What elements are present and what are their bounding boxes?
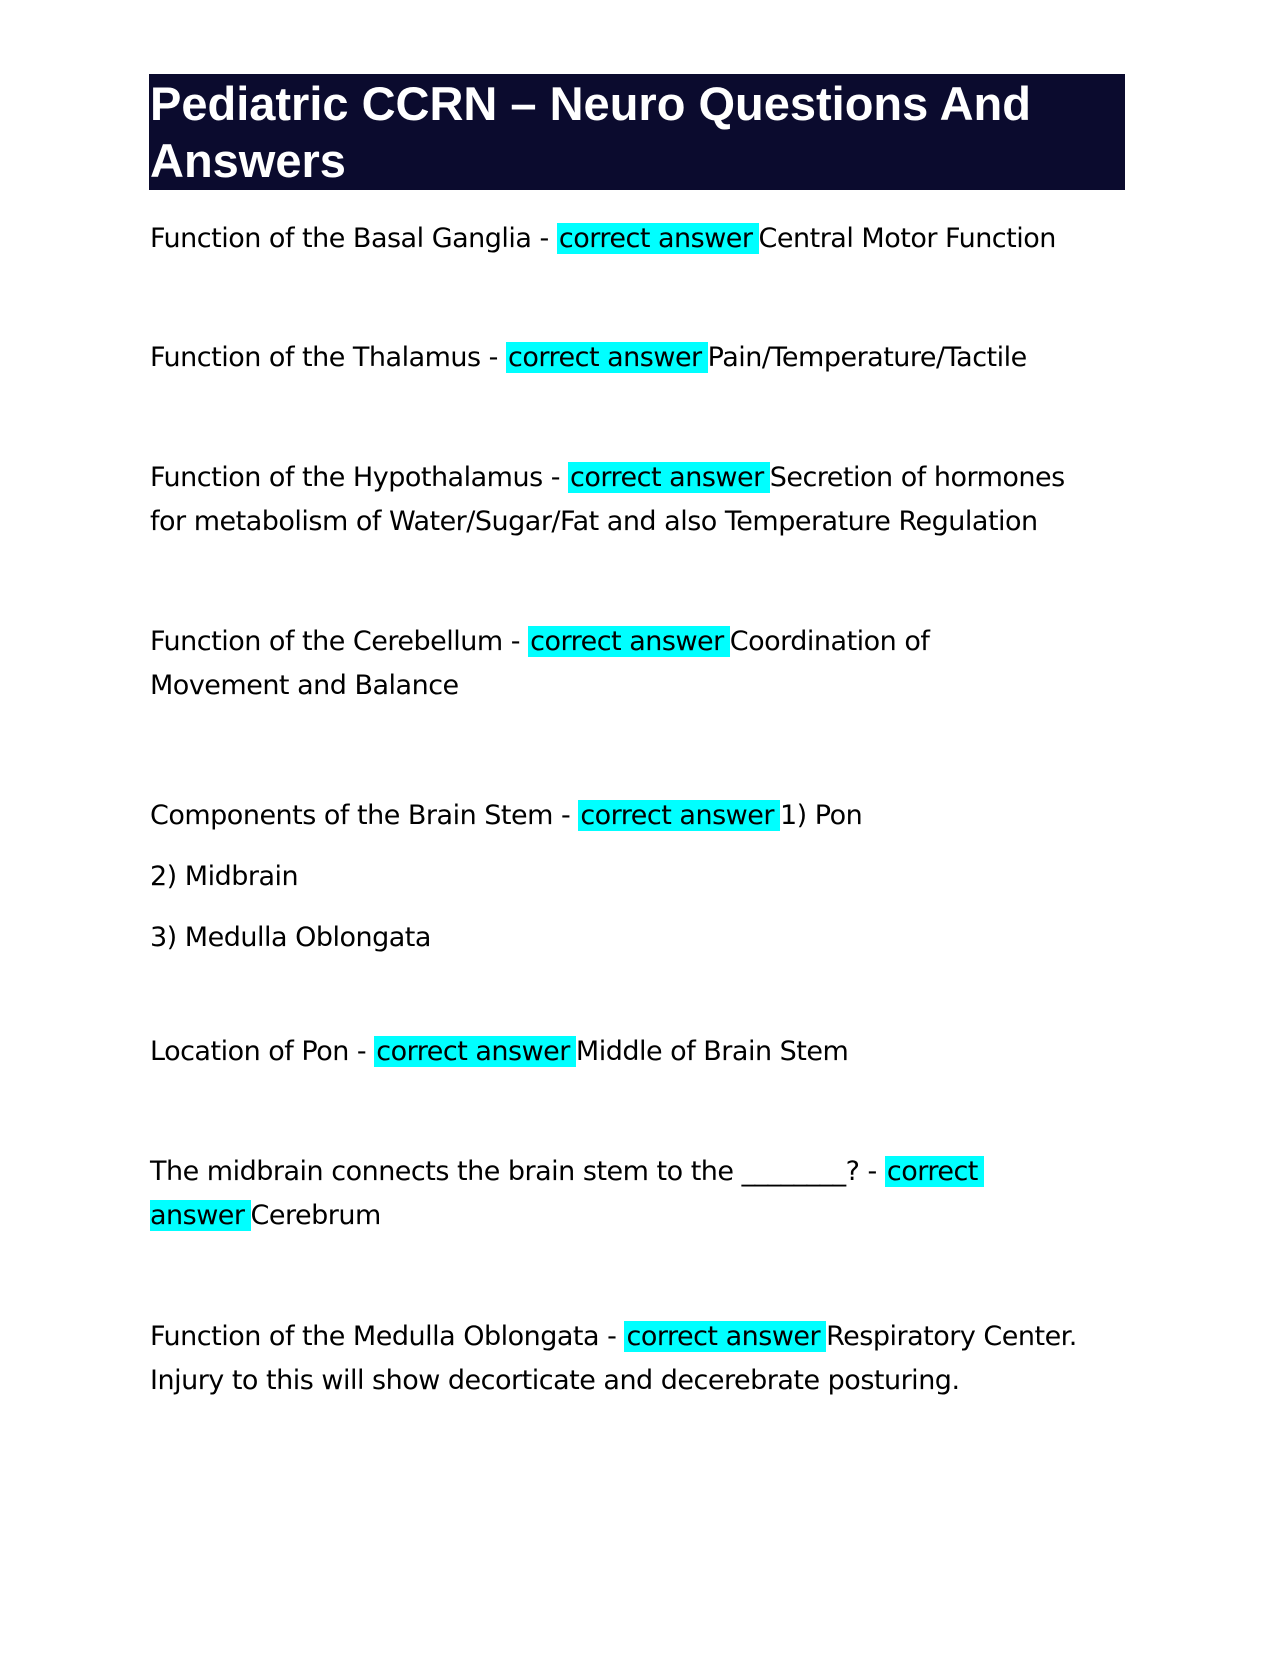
answer-text-cont: 2) Midbrain (150, 861, 299, 892)
answer-text-cont: Movement and Balance (150, 670, 459, 701)
qa-item (150, 217, 1140, 261)
qa-item (150, 1315, 1140, 1403)
qa-item (150, 1030, 1140, 1074)
question-text: Location of Pon - (150, 1036, 375, 1067)
qa-item (150, 620, 1140, 708)
correct-answer-marker: correct answer (578, 800, 780, 831)
correct-answer-marker: correct answer (557, 223, 759, 254)
correct-answer-marker: correct (885, 1156, 984, 1187)
qa-item (150, 456, 1140, 544)
correct-answer-marker: correct answer (624, 1321, 826, 1352)
question-text: The midbrain connects the brain stem to the ________? - (150, 1156, 885, 1187)
qa-item (150, 336, 1140, 380)
correct-answer-marker: correct answer (568, 462, 770, 493)
answer-text: Central Motor Function (758, 223, 1056, 254)
correct-answer-marker: correct answer (506, 342, 708, 373)
question-text: Function of the Basal Ganglia - (150, 223, 557, 254)
question-text: Function of the Thalamus - (150, 342, 507, 373)
answer-text-cont: for metabolism of Water/Sugar/Fat and also Temperature Regulation (150, 506, 1038, 537)
page-title: Pediatric CCRN – Neuro Questions And Answers (149, 74, 1125, 190)
answer-text: Pain/Temperature/Tactile (707, 342, 1027, 373)
answer-text-cont: Injury to this will show decorticate and decerebrate posturing. (150, 1365, 960, 1396)
qa-item (150, 1150, 1140, 1238)
question-text: Function of the Medulla Oblongata - (150, 1321, 625, 1352)
answer-text: 1) Pon (779, 800, 863, 831)
question-text: Function of the Hypothalamus - (150, 462, 569, 493)
qa-item (150, 785, 1140, 968)
correct-answer-marker: correct answer (528, 626, 730, 657)
correct-answer-marker: answer (150, 1200, 251, 1231)
answer-text: Coordination of (729, 626, 930, 657)
answer-text-cont: 3) Medulla Oblongata (150, 922, 431, 953)
correct-answer-marker: correct answer (374, 1036, 576, 1067)
answer-text: Secretion of hormones (769, 462, 1065, 493)
question-text: Components of the Brain Stem - (150, 800, 579, 831)
answer-text: Middle of Brain Stem (575, 1036, 849, 1067)
answer-text: Respiratory Center. (826, 1321, 1077, 1352)
question-text: Function of the Cerebellum - (150, 626, 529, 657)
answer-text: Cerebrum (250, 1200, 381, 1231)
